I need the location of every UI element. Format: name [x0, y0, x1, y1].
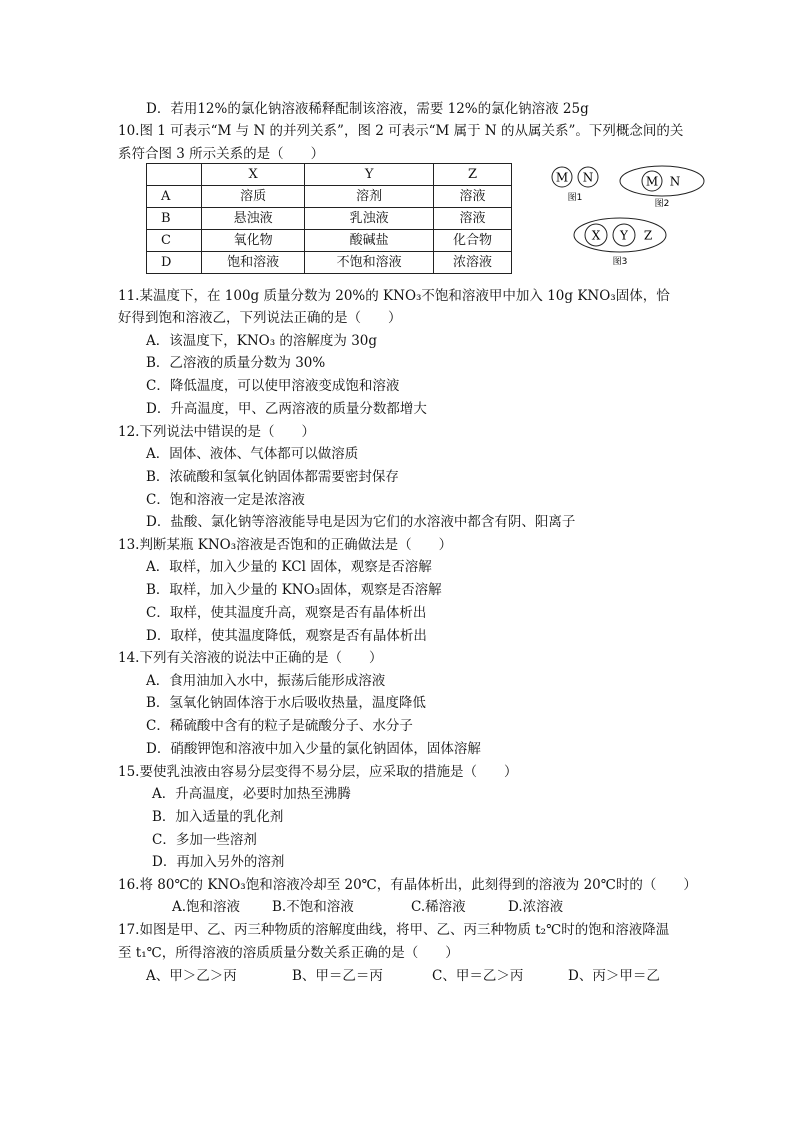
q13-stem: 13.判断某瓶 KNO₃溶液是否饱和的正确做法是（ ） [118, 537, 453, 553]
q17-stem-line1: 17.如图是甲、乙、丙三种物质的溶解度曲线，将甲、乙、丙三种物质 t₂℃时的饱和溶液降温 [118, 922, 670, 938]
q14-stem: 14.下列有关溶液的说法中正确的是（ ） [118, 650, 383, 666]
table-cell: 氧化物 [202, 230, 305, 252]
fig2-caption: 图2 [654, 199, 670, 209]
q17-option-d: D、丙＞甲＝乙 [568, 968, 660, 984]
q11-option-b: B．乙溶液的质量分数为 30% [146, 355, 326, 371]
q16-option-b: B.不饱和溶液 [272, 899, 354, 915]
table-cell: 不饱和溶液 [305, 252, 434, 274]
table-cell: Y [305, 164, 434, 186]
q14-option-b: B．氢氧化钠固体溶于水后吸收热量，温度降低 [146, 695, 426, 711]
q16-option-d: D.浓溶液 [508, 899, 564, 915]
table-cell: A [147, 186, 202, 208]
figure-3-diagram [570, 216, 670, 270]
table-cell: B [147, 208, 202, 230]
fig1-caption: 图1 [567, 193, 583, 203]
q17-option-c: C、甲＝乙＞丙 [432, 968, 524, 984]
q15-option-d: D．再加入另外的溶剂 [152, 854, 285, 870]
q16-option-a: A.饱和溶液 [172, 899, 241, 915]
q13-option-d: D．取样，使其温度降低，观察是否有晶体析出 [146, 628, 427, 644]
q17-option-a: A、甲＞乙＞丙 [146, 968, 237, 984]
fig1-m-label: M [555, 170, 569, 185]
fig1-n-label: N [582, 170, 594, 185]
q15-option-b: B．加入适量的乳化剂 [152, 809, 284, 825]
q11-stem-line2: 好得到饱和溶液乙，下列说法正确的是（ ） [118, 310, 402, 326]
q12-option-a: A．固体、液体、气体都可以做溶质 [146, 446, 359, 462]
q15-option-c: C．多加一些溶剂 [152, 832, 257, 848]
table-cell: 饱和溶液 [202, 252, 305, 274]
q12-option-b: B．浓硫酸和氢氧化钠固体都需要密封保存 [146, 469, 399, 485]
table-cell: 化合物 [433, 230, 511, 252]
q12-option-d: D．盐酸、氯化钠等溶液能导电是因为它们的水溶液中都含有阴、阳离子 [146, 514, 576, 530]
q15-option-a: A．升高温度，必要时加热至沸腾 [152, 786, 351, 802]
table-cell: 悬浊液 [202, 208, 305, 230]
fig3-z-label: Z [643, 228, 653, 243]
q14-option-c: C．稀硫酸中含有的粒子是硫酸分子、水分子 [146, 718, 413, 734]
figure-1-diagram [548, 164, 608, 204]
q11-stem-line1: 11.某温度下，在 100g 质量分数为 20%的 KNO₃不饱和溶液甲中加入 10g KNO₃固体，恰 [118, 288, 670, 304]
table-row [147, 186, 512, 208]
q11-option-c: C．降低温度，可以使甲溶液变成饱和溶液 [146, 378, 400, 394]
q17-stem-line2: 至 t₁℃，所得溶液的溶质质量分数关系正确的是（ ） [118, 945, 459, 961]
table-row [147, 208, 512, 230]
concept-table [146, 163, 512, 274]
fig2-n-label: N [669, 174, 681, 189]
table-cell: 浓溶液 [433, 252, 511, 274]
table-cell: 乳浊液 [305, 208, 434, 230]
table-cell: D [147, 252, 202, 274]
q13-option-c: C．取样，使其温度升高，观察是否有晶体析出 [146, 605, 427, 621]
q10-stem-line1: 10.图 1 可表示“M 与 N 的并列关系”，图 2 可表示“M 属于 N 的从属关系”。下列概念间的关 [118, 123, 684, 139]
table-cell: C [147, 230, 202, 252]
table-cell [147, 164, 202, 186]
q9-option-d: D．若用12%的氯化钠溶液稀释配制该溶液，需要 12%的氯化钠溶液 25g [146, 101, 589, 117]
table-row [147, 230, 512, 252]
q12-stem: 12.下列说法中错误的是（ ） [118, 424, 315, 440]
table-cell: 溶液 [433, 186, 511, 208]
table-cell: 溶剂 [305, 186, 434, 208]
q12-option-c: C．饱和溶液一定是浓溶液 [146, 492, 305, 508]
fig3-x-label: X [591, 228, 601, 243]
q14-option-d: D．硝酸钾饱和溶液中加入少量的氯化钠固体，固体溶解 [146, 741, 481, 757]
q17-option-b: B、甲＝乙＝丙 [292, 968, 383, 984]
table-cell: X [202, 164, 305, 186]
table-cell: 溶质 [202, 186, 305, 208]
q10-stem-line2: 系符合图 3 所示关系的是（ ） [118, 146, 325, 162]
q13-option-a: A．取样，加入少量的 KCl 固体，观察是否溶解 [146, 559, 432, 575]
table-cell: 酸碱盐 [305, 230, 434, 252]
fig3-caption: 图3 [612, 257, 628, 267]
q16-stem: 16.将 80℃的 KNO₃饱和溶液冷却至 20℃，有晶体析出，此刻得到的溶液为 20℃时的（ ） [118, 877, 697, 893]
q13-option-b: B．取样，加入少量的 KNO₃固体，观察是否溶解 [146, 582, 442, 598]
fig3-y-label: Y [620, 228, 628, 243]
q11-option-d: D．升高温度，甲、乙两溶液的质量分数都增大 [146, 401, 427, 417]
q16-option-c: C.稀溶液 [411, 899, 466, 915]
fig2-m-label: M [645, 174, 659, 189]
q15-stem: 15.要使乳浊液由容易分层变得不易分层，应采取的措施是（ ） [118, 764, 518, 780]
q14-option-a: A．食用油加入水中，振荡后能形成溶液 [146, 673, 386, 689]
table-header-row [147, 164, 512, 186]
q11-option-a: A．该温度下，KNO₃ 的溶解度为 30g [146, 333, 378, 349]
table-cell: 溶液 [433, 208, 511, 230]
table-row [147, 252, 512, 274]
figure-2-diagram [618, 164, 708, 210]
table-cell: Z [433, 164, 511, 186]
